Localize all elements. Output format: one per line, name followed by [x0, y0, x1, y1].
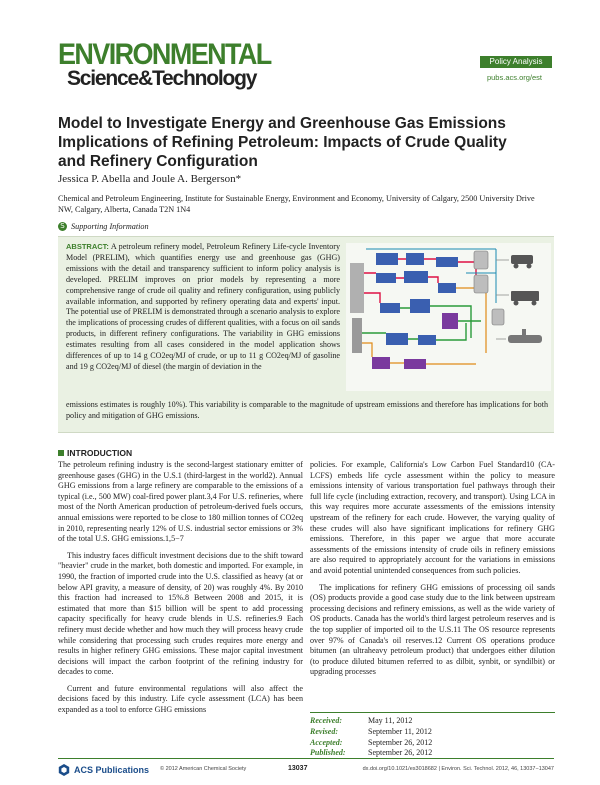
history-date: September 11, 2012: [368, 726, 432, 736]
acs-hexagon-icon: [58, 764, 70, 776]
citation-doi-link[interactable]: dx.doi.org/10.1021/es3018682 | Environ. Sci. Technol. 2012, 46, 13037−13047: [362, 766, 554, 772]
copyright: © 2012 American Chemical Society: [160, 766, 247, 772]
right-column: [310, 460, 555, 684]
abstract-text: [66, 242, 340, 373]
supporting-info-icon: S: [58, 222, 67, 231]
abstract-body: A petroleum refinery model, Petroleum Refinery Life-cycle Inventory Model (PRELIM), which quantifies energy use and greenhouse gas (GHG) emissions with the detail and transparency sufficient to inform policy analysis is developed. PRELIM improves on prior models by representing a more comprehensive range of crude oil quality and refinery configuration, using publicly available information, and supported by refinery operating data and experts' input. The potential use of PRELIM is demonstrated through a scenario analysis to explore the implications of processing crudes of different qualities, with a focus on oil sands products, in different refinery configurations. The variability in GHG emissions estimates resulting from all cases considered in the model application shows differences of up to 14 g CO2eq/MJ of crude, or up to 11 g CO2eq/MJ of gasoline and 19 g CO2eq/MJ of diesel (the margin of deviation in the: [66, 242, 341, 371]
history-label: Received:: [310, 716, 342, 725]
introduction-heading-label: INTRODUCTION: [67, 448, 133, 458]
supporting-information-link[interactable]: [58, 222, 149, 231]
history-label: Accepted:: [310, 737, 343, 747]
footer-divider: [58, 758, 554, 759]
authors: Jessica P. Abella and Joule A. Bergerson*: [58, 173, 242, 185]
page-number: 13037: [288, 765, 308, 772]
introduction-heading: [58, 448, 132, 458]
history-label: Revised:: [310, 726, 338, 736]
section-tag: Policy Analysis: [480, 56, 552, 68]
paragraph: policies. For example, California's Low Carbon Fuel Standard10 (CA-LCFS) embeds life cycle assessment within the policy to measure emissions intensity of various transportation fuel pathways through their full life cycle (including extraction, recovery, and transport). Using LCA in this way requires more accurate assessments of the emissions intensity upstream of the refinery for each crude. However, the varying quality of these crudes will also have significant implications for refinery GHG emissions. Therefore, in this paper we argue that more accurate assessments of the emissions intensity of crude oils in refinery emissions are also required to appropriately account for the variations in emissions and avoid potential unintended consequences from such policies.: [310, 460, 555, 575]
journal-logo-bottom: Science&Technology: [67, 67, 257, 90]
history-row: [310, 738, 555, 749]
abstract-tail: emissions estimates is roughly 10%). This variability is comparable to the magnitude of upstream emissions and therefore has implications for both policy and mitigation of GHG emissions.: [66, 400, 548, 420]
left-column: [58, 460, 303, 722]
history-date: September 26, 2012: [368, 748, 433, 758]
abstract-label: ABSTRACT:: [66, 242, 109, 251]
history-date: May 11, 2012: [368, 716, 413, 725]
history-row: [310, 727, 555, 738]
acs-publications-label: ACS Publications: [74, 765, 150, 775]
toc-graphic-refinery-diagram: [346, 243, 551, 391]
article-history: [310, 712, 555, 759]
abstract-box: [58, 236, 554, 433]
article-title: Model to Investigate Energy and Greenhouse Gas Emissions Implications of Refining Petroleum: Impacts of Crude Quality and Refinery Configuration: [58, 115, 507, 170]
paragraph: The petroleum refining industry is the second-largest stationary emitter of greenhouse gases (GHG) in the U.S.1 (third-largest in the world2). Annual GHG emissions from a large refinery are comparable to the emissions of a typical (i.e., 500 MW) coal-fired power plant.3,4 For U.S. refineries, where most of the North American production of petroleum-derived fuels occurs, annual emissions were reported to be close to 180 million tonnes of CO2eq in 2010, representing nearly 12% of U.S. industrial sector emissions or 3% of the total U.S. GHG emissions.1,5−7: [58, 460, 303, 544]
paragraph: This industry faces difficult investment decisions due to the shift toward "heavier" crude in the market, both domestic and imported. For example, in 1990, the fraction of imported crude into the U.S. classified as heavy (at or below API gravity, a measure of density, of 20) was roughly 4%. By 2010 this fraction had increased to 15%.8 Between 2008 and 2015, it is estimated that more than $15 billion will be spent to add processing capacity specifically for heavy crude blends in U.S. refineries.9 Each refinery must decide whether and how much they will process heavy crude while considering that processing such crudes requires more energy and results in higher refinery GHG emissions. These major capital investment decisions will impact the carbon footprint of the refining industry for decades to come.: [58, 550, 303, 677]
acs-publications-logo[interactable]: [58, 764, 149, 776]
heading-square-icon: [58, 450, 64, 456]
journal-logo-top: ENVIRONMENTAL: [58, 37, 271, 71]
journal-url-link[interactable]: pubs.acs.org/est: [486, 73, 542, 82]
supporting-info-label: Supporting Information: [71, 222, 149, 231]
history-label: Published:: [310, 748, 346, 758]
history-date: September 26, 2012: [368, 737, 433, 747]
history-row: [310, 716, 555, 727]
paragraph: Current and future environmental regulations will also affect the decisions faced by this industry. Life cycle assessment (LCA) has been expanded as a tool to enforce GHG emissions: [58, 683, 303, 715]
paragraph: The implications for refinery GHG emissions of processing oil sands (OS) products provide a good case study due to the link between upstream processing decisions and refinery emissions, as well as the wide variety of OS products. Canada has the world's third largest petroleum reserves and is the top supplier of imported oil to the U.S.11 The OS resource represents over 97% of Canada's oil reserves.12 Current OS operations produce bitumen (an ultraheavy petroleum product) that undergoes either dilution (to produce diluted bitumen referred to as dilbit, synbit, or syndilbit) or upgrading processes: [310, 582, 555, 677]
affiliation: Chemical and Petroleum Engineering, Institute for Sustainable Energy, Environment and Economy, University of Calgary, 2500 University Drive NW, Calgary, Alberta, Canada T2N 1N4: [58, 194, 535, 214]
